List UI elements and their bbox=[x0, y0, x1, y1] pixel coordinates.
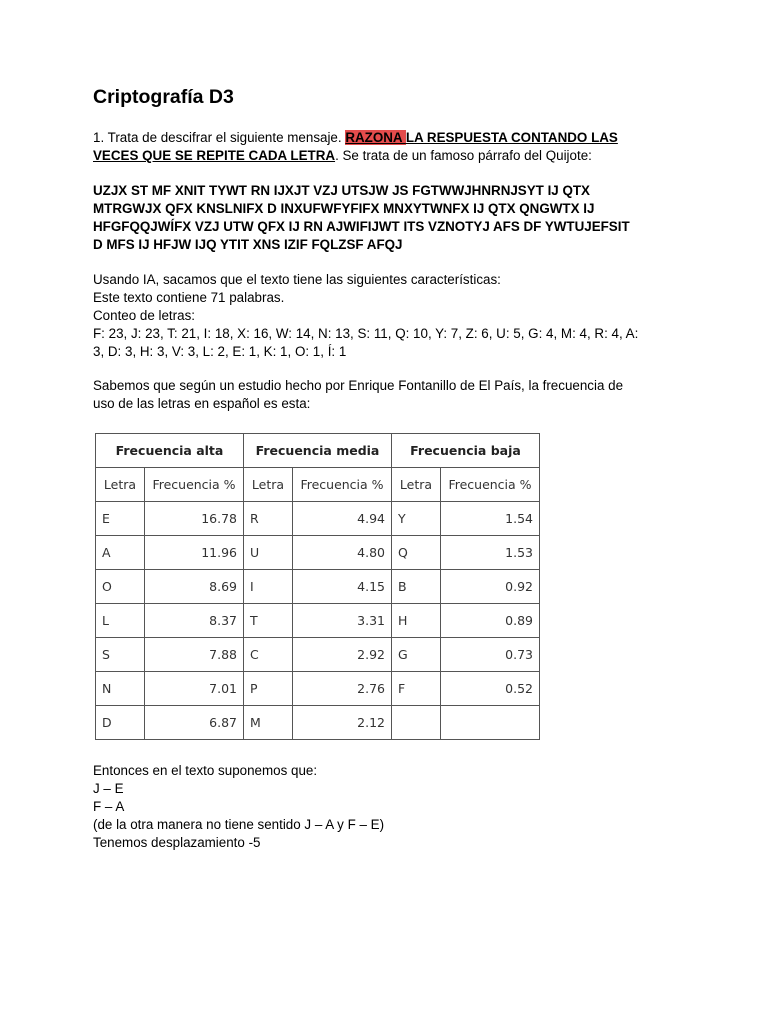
letter-cell: E bbox=[96, 502, 145, 536]
mapping-f-a: F – A bbox=[93, 799, 125, 814]
letter-cell: Q bbox=[392, 536, 441, 570]
table-body bbox=[96, 502, 540, 740]
study-line: uso de las letras en español es esta: bbox=[93, 396, 311, 411]
frequency-cell bbox=[441, 706, 540, 740]
col-letter: Letra bbox=[244, 468, 293, 502]
cipher-line: HFGFQQJWÍFX VZJ UTW QFX IJ RN AJWIFIJWT ITS VZNOTYJ AFS DF YWTUJEFSIT bbox=[93, 219, 630, 234]
shift-line: Tenemos desplazamiento -5 bbox=[93, 835, 261, 850]
col-letter: Letra bbox=[392, 468, 441, 502]
conclusion-paragraph bbox=[93, 762, 693, 852]
letter-cell: H bbox=[392, 604, 441, 638]
frequency-cell: 7.88 bbox=[145, 638, 244, 672]
letter-count-line: 3, D: 3, H: 3, V: 3, L: 2, E: 1, K: 1, O: 1, Í: 1 bbox=[93, 344, 347, 359]
frequency-cell: 16.78 bbox=[145, 502, 244, 536]
conclusion-line: (de la otra manera no tiene sentido J – A y F – E) bbox=[93, 817, 385, 832]
table-row bbox=[96, 604, 540, 638]
highlighted-razona: RAZONA bbox=[345, 130, 406, 145]
letter-cell: L bbox=[96, 604, 145, 638]
underlined-text-1: LA RESPUESTA CONTANDO LAS bbox=[405, 130, 618, 145]
table-column-header bbox=[96, 468, 540, 502]
frequency-cell: 4.80 bbox=[293, 536, 392, 570]
frequency-cell: 6.87 bbox=[145, 706, 244, 740]
frequency-table bbox=[95, 433, 540, 740]
group-high: Frecuencia alta bbox=[96, 434, 244, 468]
frequency-cell: 0.92 bbox=[441, 570, 540, 604]
intro-paragraph bbox=[93, 129, 693, 165]
frequency-cell: 0.73 bbox=[441, 638, 540, 672]
letter-cell: U bbox=[244, 536, 293, 570]
frequency-cell: 1.53 bbox=[441, 536, 540, 570]
letter-cell: F bbox=[392, 672, 441, 706]
letter-cell bbox=[392, 706, 441, 740]
letter-cell: Y bbox=[392, 502, 441, 536]
intro-line-1 bbox=[93, 129, 693, 147]
cipher-text bbox=[93, 182, 693, 254]
col-freq: Frecuencia % bbox=[441, 468, 540, 502]
letter-cell: N bbox=[96, 672, 145, 706]
table-row bbox=[96, 706, 540, 740]
frequency-cell: 2.12 bbox=[293, 706, 392, 740]
frequency-cell: 2.92 bbox=[293, 638, 392, 672]
page-title: Criptografía D3 bbox=[93, 86, 234, 108]
group-medium: Frecuencia media bbox=[244, 434, 392, 468]
letter-count-line: F: 23, J: 23, T: 21, I: 18, X: 16, W: 14, N: 13, S: 11, Q: 10, Y: 7, Z: 6, U: 5, G: 4, M: 4, R: 4, A: bbox=[93, 326, 639, 341]
intro-prefix: 1. Trata de descifrar el siguiente mensaje. bbox=[93, 130, 346, 145]
mapping-j-e: J – E bbox=[93, 781, 124, 796]
frequency-cell: 7.01 bbox=[145, 672, 244, 706]
letter-cell: G bbox=[392, 638, 441, 672]
letter-cell: C bbox=[244, 638, 293, 672]
letter-cell: R bbox=[244, 502, 293, 536]
intro-line-2 bbox=[93, 147, 693, 165]
letter-cell: M bbox=[244, 706, 293, 740]
frequency-cell: 4.94 bbox=[293, 502, 392, 536]
analysis-line: Usando IA, sacamos que el texto tiene las siguientes características: bbox=[93, 272, 501, 287]
letter-cell: D bbox=[96, 706, 145, 740]
study-line: Sabemos que según un estudio hecho por Enrique Fontanillo de El País, la frecuencia de bbox=[93, 378, 624, 393]
conclusion-line: Entonces en el texto suponemos que: bbox=[93, 763, 318, 778]
letter-cell: S bbox=[96, 638, 145, 672]
col-freq: Frecuencia % bbox=[145, 468, 244, 502]
study-paragraph bbox=[93, 377, 693, 413]
frequency-cell: 8.37 bbox=[145, 604, 244, 638]
col-freq: Frecuencia % bbox=[293, 468, 392, 502]
letter-cell: B bbox=[392, 570, 441, 604]
table-row bbox=[96, 502, 540, 536]
cipher-line: D MFS IJ HFJW IJQ YTIT XNS IZIF FQLZSF AFQJ bbox=[93, 237, 403, 252]
letter-cell: A bbox=[96, 536, 145, 570]
cipher-line: MTRGWJX QFX KNSLNIFX D INXUFWFYFIFX MNXYTWNFX IJ QTX QNGWTX IJ bbox=[93, 201, 595, 216]
frequency-cell: 1.54 bbox=[441, 502, 540, 536]
analysis-paragraph bbox=[93, 271, 693, 361]
analysis-line: Este texto contiene 71 palabras. bbox=[93, 290, 285, 305]
letter-cell: T bbox=[244, 604, 293, 638]
group-low: Frecuencia baja bbox=[392, 434, 540, 468]
col-letter: Letra bbox=[96, 468, 145, 502]
underlined-text-2: VECES QUE SE REPITE CADA LETRA bbox=[93, 148, 336, 163]
cipher-line: UZJX ST MF XNIT TYWT RN IJXJT VZJ UTSJW JS FGTWWJHNRNJSYT IJ QTX bbox=[93, 183, 590, 198]
letter-cell: P bbox=[244, 672, 293, 706]
frequency-cell: 4.15 bbox=[293, 570, 392, 604]
letter-cell: O bbox=[96, 570, 145, 604]
table-row bbox=[96, 638, 540, 672]
frequency-cell: 0.52 bbox=[441, 672, 540, 706]
frequency-cell: 0.89 bbox=[441, 604, 540, 638]
frequency-cell: 11.96 bbox=[145, 536, 244, 570]
table-row bbox=[96, 672, 540, 706]
letter-cell: I bbox=[244, 570, 293, 604]
table-row bbox=[96, 536, 540, 570]
frequency-cell: 2.76 bbox=[293, 672, 392, 706]
table-group-header bbox=[96, 434, 540, 468]
table-row bbox=[96, 570, 540, 604]
intro-suffix: . Se trata de un famoso párrafo del Quijote: bbox=[335, 148, 592, 163]
frequency-cell: 3.31 bbox=[293, 604, 392, 638]
frequency-cell: 8.69 bbox=[145, 570, 244, 604]
analysis-line: Conteo de letras: bbox=[93, 308, 195, 323]
